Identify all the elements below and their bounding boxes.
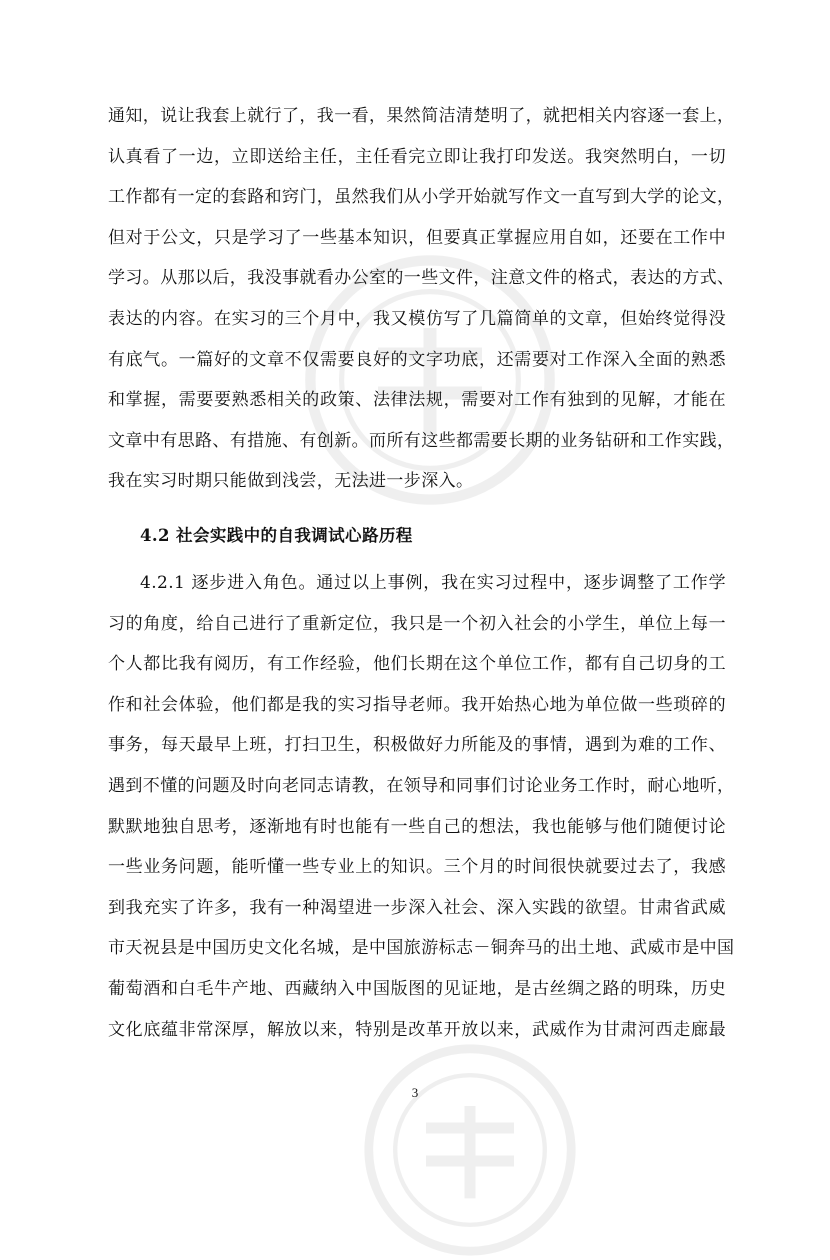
text-line: 一些业务问题，能听懂一些专业上的知识。三个月的时间很快就要过去了，我感 xyxy=(108,857,726,878)
body-paragraph-1 xyxy=(108,96,735,502)
text-line: 有底气。一篇好的文章不仅需要良好的文字功底，还需要对工作深入全面的熟悉 xyxy=(108,349,726,370)
text-line: 但对于公文，只是学习了一些基本知识，但要真正掌握应用自如，还要在工作中 xyxy=(108,227,726,248)
text-line: 默默地独自思考，逐渐地有时也能有一些自己的想法，我也能够与他们随便讨论 xyxy=(108,816,726,837)
text-line: 表达的内容。在实习的三个月中，我又模仿写了几篇简单的文章，但始终觉得没 xyxy=(108,308,726,329)
section-heading: 4.2 社会实践中的自我调试心路历程 xyxy=(140,526,413,545)
body-paragraph-2 xyxy=(108,563,735,1050)
text-line: 工作都有一定的套路和窍门，虽然我们从小学开始就写作文一直写到大学的论文， xyxy=(108,187,735,208)
text-line: 遇到不懂的问题及时向老同志请教，在领导和同事们讨论业务工作时，耐心地听， xyxy=(108,775,735,796)
text-line: 通知，说让我套上就行了，我一看，果然简洁清楚明了，就把相关内容逐一套上， xyxy=(108,106,735,126)
text-line: 事务，每天最早上班，打扫卫生，积极做好力所能及的事情，遇到为难的工作、 xyxy=(108,735,726,756)
text-line: 市天祝县是中国历史文化名城，是中国旅游标志－铜奔马的出土地、武威市是中国 xyxy=(108,938,735,959)
text-line: 4.2.1 逐步进入角色。通过以上事例，我在实习过程中，逐步调整了工作学 xyxy=(140,573,726,593)
text-line: 学习。从那以后，我没事就看办公室的一些文件，注意文件的格式，表达的方式、 xyxy=(108,268,735,289)
text-line: 和掌握，需要要熟悉相关的政策、法律法规，需要对工作有独到的见解，才能在 xyxy=(108,390,726,411)
text-line: 葡萄酒和白毛牛产地、西藏纳入中国版图的见证地，是古丝绸之路的明珠，历史 xyxy=(108,978,726,999)
text-line: 文章中有思路、有措施、有创新。而所有这些都需要长期的业务钻研和工作实践， xyxy=(108,430,735,451)
page-number: 3 xyxy=(411,1085,419,1100)
text-line: 我在实习时期只能做到浅尝，无法进一步深入。 xyxy=(108,471,474,492)
watermark-logo xyxy=(360,1040,580,1260)
text-line: 文化底蕴非常深厚，解放以来，特别是改革开放以来，武威作为甘肃河西走廊最 xyxy=(108,1019,726,1040)
text-line: 作和社会体验，他们都是我的实习指导老师。我开始热心地为单位做一些琐碎的 xyxy=(108,694,726,715)
text-line: 习的角度，给自己进行了重新定位，我只是一个初入社会的小学生，单位上每一 xyxy=(108,613,726,634)
text-line: 到我充实了许多，我有一种渴望进一步深入社会、深入实践的欲望。甘肃省武威 xyxy=(108,897,726,918)
text-line: 认真看了一边，立即送给主任，主任看完立即让我打印发送。我突然明白，一切 xyxy=(108,146,726,167)
text-line: 个人都比我有阅历，有工作经验，他们长期在这个单位工作，都有自己切身的工 xyxy=(108,654,726,675)
